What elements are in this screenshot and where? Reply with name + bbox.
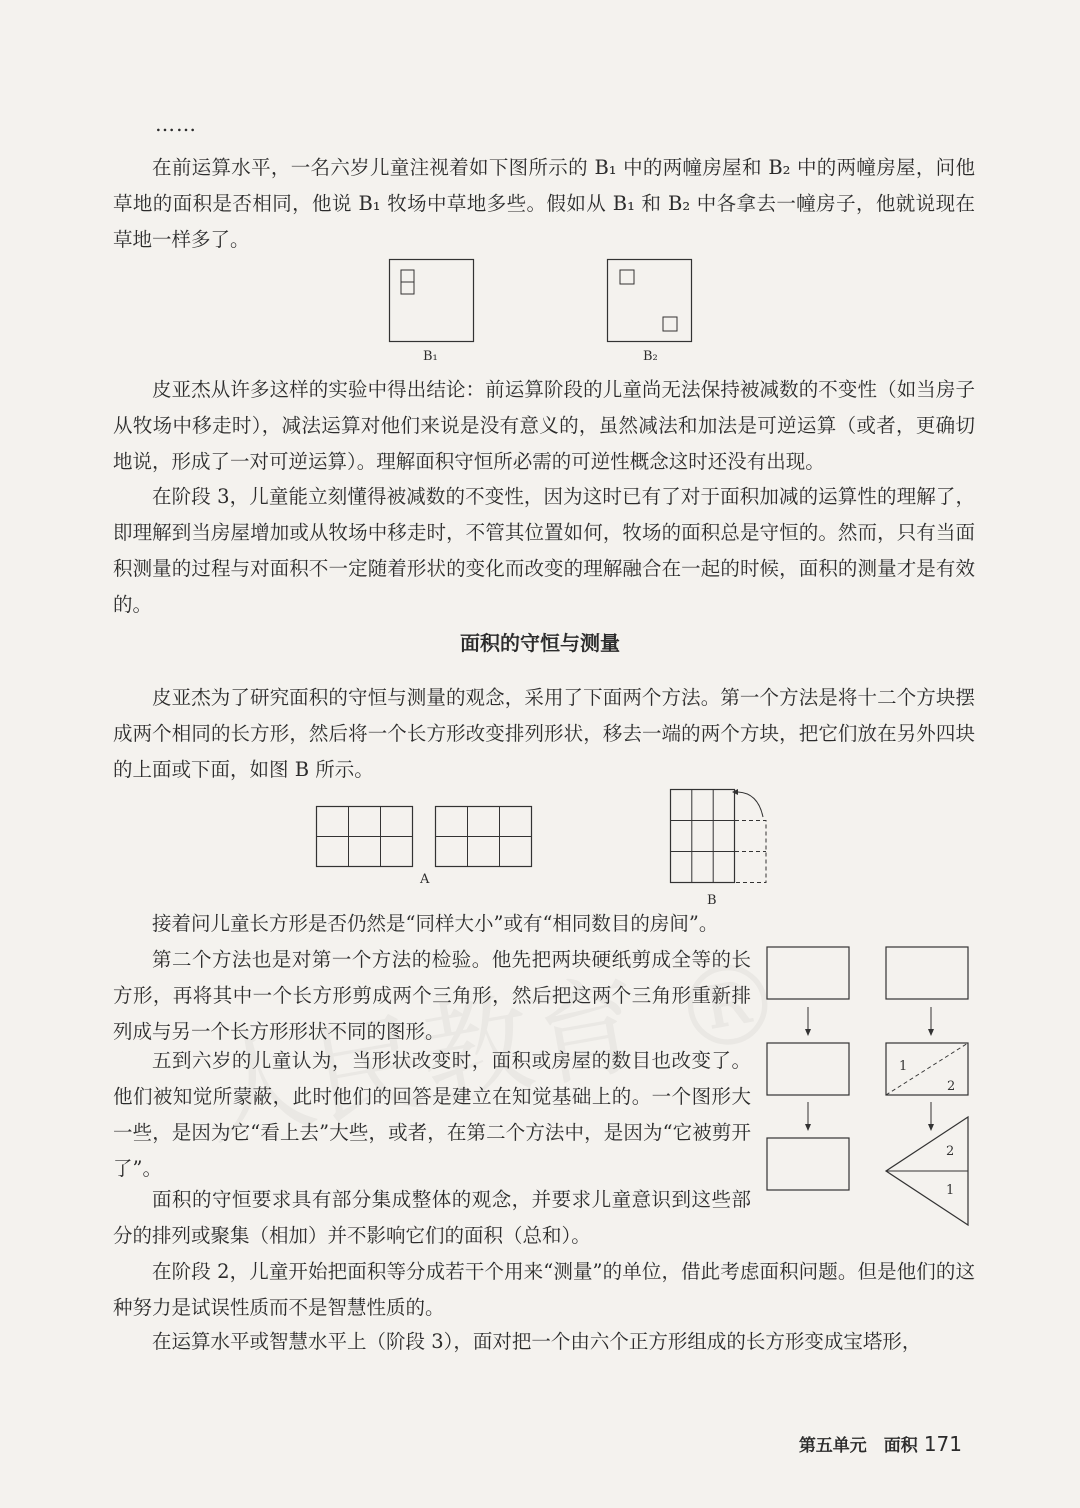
right-rect-2-piece-1: 1 [899,1059,908,1074]
left-rect-2 [767,1043,849,1095]
paragraph-2: 皮亚杰从许多这样的实验中得出结论：前运算阶段的儿童尚无法保持被减数的不变性（如当房子从牧场中移走时），减法运算对他们来说是没有意义的，虽然减法和加法是可逆运算（或者，更确切地说，形成了一对可逆运算）。理解面积守恒所必需的可逆性概念这时还没有出现。 [113,378,975,473]
figure-b1 [389,259,475,343]
page-number: 171 [923,1432,962,1456]
left-rect-1 [767,947,849,999]
triangle-piece-1: 1 [946,1183,955,1198]
right-rect-2-piece-2: 2 [947,1079,956,1094]
paragraph-8: 面积的守恒要求具有部分集成整体的观念，并要求儿童意识到这些部分的排列或聚集（相加）并不影响它们的面积（总和）。 [113,1188,751,1247]
figure-cut-rectangles [765,945,977,1225]
paragraph-4: 皮亚杰为了研究面积的守恒与测量的观念，采用了下面两个方法。第一个方法是将十二个方块摆成两个相同的长方形，然后将一个长方形改变排列形状，移去一端的两个方块，把它们放在另外四块的上面或下面，如图 B 所示。 [113,686,975,781]
b2-house-1 [620,270,634,284]
figure-a-grid-right [435,806,533,868]
paragraph-3: 在阶段 3，儿童能立刻懂得被减数的不变性，因为这时已有了对于面积加减的运算性的理解了，即理解到当房屋增加或从牧场中移走时，不管其位置如何，牧场的面积总是守恒的。然而，只有当面积测量的过程与对面积不一定随着形状的变化而改变的理解融合在一起的时候，面积的测量才是有效的。 [113,485,975,616]
page-footer [799,1431,962,1456]
right-rect-1 [886,947,968,999]
footer-unit: 第五单元 面积 [798,1436,918,1456]
figure-a-grid-left [316,806,414,868]
figure-b1-label: B₁ [423,349,438,364]
b2-house-2 [663,317,677,331]
figure-b2 [607,259,693,343]
figure-b-move-arrow [738,792,763,817]
paragraph-1: 在前运算水平，一名六岁儿童注视着如下图所示的 B₁ 中的两幢房屋和 B₂ 中的两幢房屋，问他草地的面积是否相同，他说 B₁ 牧场中草地多些。假如从 B₁ 和 B₂ 中各拿去一幢房子，他就说现在草地一样多了。 [113,156,975,251]
ellipsis: …… [155,112,197,136]
figure-b-label: B [707,893,717,908]
paragraph-5: 接着问儿童长方形是否仍然是“同样大小”或有“相同数目的房间”。 [152,912,719,935]
triangle-piece-2: 2 [946,1144,955,1159]
paragraph-6: 第二个方法也是对第一个方法的检验。他先把两块硬纸剪成全等的长方形，再将其中一个长方形剪成两个三角形，然后把这两个三角形重新排列成与另一个长方形形状不同的图形。 [113,948,751,1043]
paragraph-10: 在运算水平或智慧水平上（阶段 3），面对把一个由六个正方形组成的长方形变成宝塔形， [152,1330,922,1353]
b1-house-1 [401,270,414,282]
figure-b2-label: B₂ [643,349,658,364]
paragraph-9: 在阶段 2，儿童开始把面积等分成若干个用来“测量”的单位，借此考虑面积问题。但是他们的这种努力是试误性质而不是智慧性质的。 [113,1260,975,1319]
figure-b-grid [670,789,780,885]
section-heading: 面积的守恒与测量 [460,631,620,655]
b1-house-2 [401,282,414,294]
figure-a-label: A [420,872,430,887]
left-rect-3 [767,1138,849,1190]
paragraph-7: 五到六岁的儿童认为，当形状改变时，面积或房屋的数目也改变了。他们被知觉所蒙蔽，此时他们的回答是建立在知觉基础上的。一个图形大一些，是因为它“看上去”大些，或者，在第二个方法中，是因为“它被剪开了”。 [113,1049,751,1180]
